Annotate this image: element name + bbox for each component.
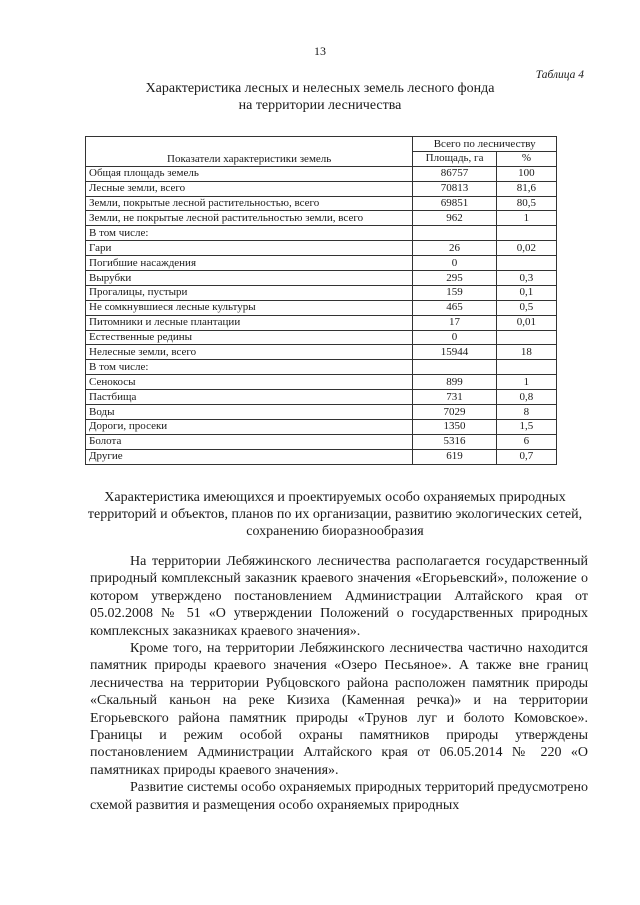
table-caption: Таблица 4 — [535, 69, 584, 81]
row-percent-cell: 0,1 — [496, 285, 556, 300]
table-row — [86, 271, 557, 286]
row-label-cell: Прогалицы, пустыри — [86, 285, 413, 300]
row-percent-cell: 80,5 — [496, 196, 556, 211]
row-label-cell: Воды — [86, 405, 413, 420]
row-percent-cell: 0,01 — [496, 315, 556, 330]
section-title: Характеристика имеющихся и проектируемых особо охраняемых природных территорий и объектов, планов по их организации, развитию экологических сетей, сохранению биоразнообразия — [87, 490, 583, 539]
row-percent-cell — [496, 330, 556, 345]
row-area-cell: 1350 — [413, 419, 497, 434]
row-area-cell: 0 — [413, 330, 497, 345]
row-area-cell: 5316 — [413, 434, 497, 449]
row-area-cell — [413, 360, 497, 375]
table-row — [86, 226, 557, 241]
row-label-cell: Другие — [86, 449, 413, 464]
table-row — [86, 256, 557, 271]
row-percent-cell: 1,5 — [496, 419, 556, 434]
row-label-cell: В том числе: — [86, 360, 413, 375]
row-label-cell: Гари — [86, 241, 413, 256]
row-label-cell: Погибшие насаждения — [86, 256, 413, 271]
row-label-cell: Питомники и лесные плантации — [86, 315, 413, 330]
paragraph: На территории Лебяжинского лесничества располагается государственный природный комплексный заказник краевого значения «Егорьевский», положение о котором утверждено постановлением Администрации Алтайского края от 05.02.2008 № 51 «О утверждении Положений о государственных природных комплексных заказниках краевого значения». — [90, 554, 588, 639]
table-row — [86, 405, 557, 420]
header-indicator-cell: Показатели характеристики земель — [86, 137, 413, 167]
row-label-cell: Сенокосы — [86, 375, 413, 390]
header-percent-cell: % — [496, 151, 556, 166]
table-header-row — [86, 137, 557, 152]
table-row — [86, 315, 557, 330]
header-area-cell: Площадь, га — [413, 151, 497, 166]
row-area-cell: 731 — [413, 390, 497, 405]
row-percent-cell: 0,02 — [496, 241, 556, 256]
paragraph: Кроме того, на территории Лебяжинского лесничества частично находится памятник природы краевого значения «Озеро Песьяное». А также вне границ лесничества на территории Рубцовского района расположен памятник природы «Скальный каньон на реке Кизиха (Каменная речка)» и на территории Егорьевского района памятник природы «Трунов луг и болото Комовское». Границы и режим особой охраны памятников природы утверждены постановлением Администрации Алтайского края от 06.05.2014 № 220 «О памятниках природы краевого значения». — [90, 641, 588, 778]
table-row — [86, 181, 557, 196]
row-label-cell: Болота — [86, 434, 413, 449]
table-row — [86, 449, 557, 464]
row-label-cell: Дороги, просеки — [86, 419, 413, 434]
row-area-cell: 26 — [413, 241, 497, 256]
row-percent-cell: 0,5 — [496, 300, 556, 315]
row-label-cell: Земли, покрытые лесной растительностью, всего — [86, 196, 413, 211]
paragraph: Развитие системы особо охраняемых природных территорий предусмотрено схемой развития и размещения особо охраняемых природных — [90, 780, 588, 813]
header-group-cell: Всего по лесничеству — [413, 137, 557, 152]
table-row — [86, 211, 557, 226]
row-area-cell: 86757 — [413, 166, 497, 181]
table-row — [86, 330, 557, 345]
row-area-cell: 0 — [413, 256, 497, 271]
row-label-cell: Естественные редины — [86, 330, 413, 345]
row-area-cell: 17 — [413, 315, 497, 330]
table-row — [86, 360, 557, 375]
row-label-cell: Общая площадь земель — [86, 166, 413, 181]
row-area-cell: 70813 — [413, 181, 497, 196]
row-label-cell: Не сомкнувшиеся лесные культуры — [86, 300, 413, 315]
row-percent-cell: 0,3 — [496, 271, 556, 286]
table-row — [86, 285, 557, 300]
row-area-cell: 15944 — [413, 345, 497, 360]
table-title — [0, 80, 640, 114]
table-row — [86, 196, 557, 211]
table-row — [86, 375, 557, 390]
row-label-cell: Лесные земли, всего — [86, 181, 413, 196]
row-label-cell: Пастбища — [86, 390, 413, 405]
row-area-cell: 619 — [413, 449, 497, 464]
row-area-cell — [413, 226, 497, 241]
row-label-cell: Земли, не покрытые лесной растительностью земли, всего — [86, 211, 413, 226]
table-title-line-2: на территории лесничества — [238, 98, 402, 113]
row-percent-cell: 100 — [496, 166, 556, 181]
row-label-cell: В том числе: — [86, 226, 413, 241]
body-text — [90, 553, 588, 814]
page-number: 13 — [314, 44, 326, 58]
row-area-cell: 962 — [413, 211, 497, 226]
row-percent-cell: 1 — [496, 211, 556, 226]
row-percent-cell: 18 — [496, 345, 556, 360]
row-percent-cell: 81,6 — [496, 181, 556, 196]
row-area-cell: 295 — [413, 271, 497, 286]
row-area-cell: 7029 — [413, 405, 497, 420]
row-area-cell: 159 — [413, 285, 497, 300]
table-row — [86, 300, 557, 315]
row-percent-cell — [496, 256, 556, 271]
table-row — [86, 390, 557, 405]
table-row — [86, 166, 557, 181]
row-percent-cell: 6 — [496, 434, 556, 449]
row-percent-cell: 1 — [496, 375, 556, 390]
row-percent-cell: 0,7 — [496, 449, 556, 464]
row-percent-cell — [496, 226, 556, 241]
row-label-cell: Вырубки — [86, 271, 413, 286]
row-percent-cell — [496, 360, 556, 375]
land-table-body — [86, 137, 557, 465]
table-row — [86, 419, 557, 434]
row-area-cell: 69851 — [413, 196, 497, 211]
table-row — [86, 434, 557, 449]
row-percent-cell: 8 — [496, 405, 556, 420]
row-area-cell: 465 — [413, 300, 497, 315]
row-percent-cell: 0,8 — [496, 390, 556, 405]
table-row — [86, 345, 557, 360]
table-title-line-1: Характеристика лесных и нелесных земель лесного фонда — [145, 81, 495, 96]
table-row — [86, 241, 557, 256]
row-area-cell: 899 — [413, 375, 497, 390]
land-characteristics-table — [85, 136, 557, 465]
row-label-cell: Нелесные земли, всего — [86, 345, 413, 360]
